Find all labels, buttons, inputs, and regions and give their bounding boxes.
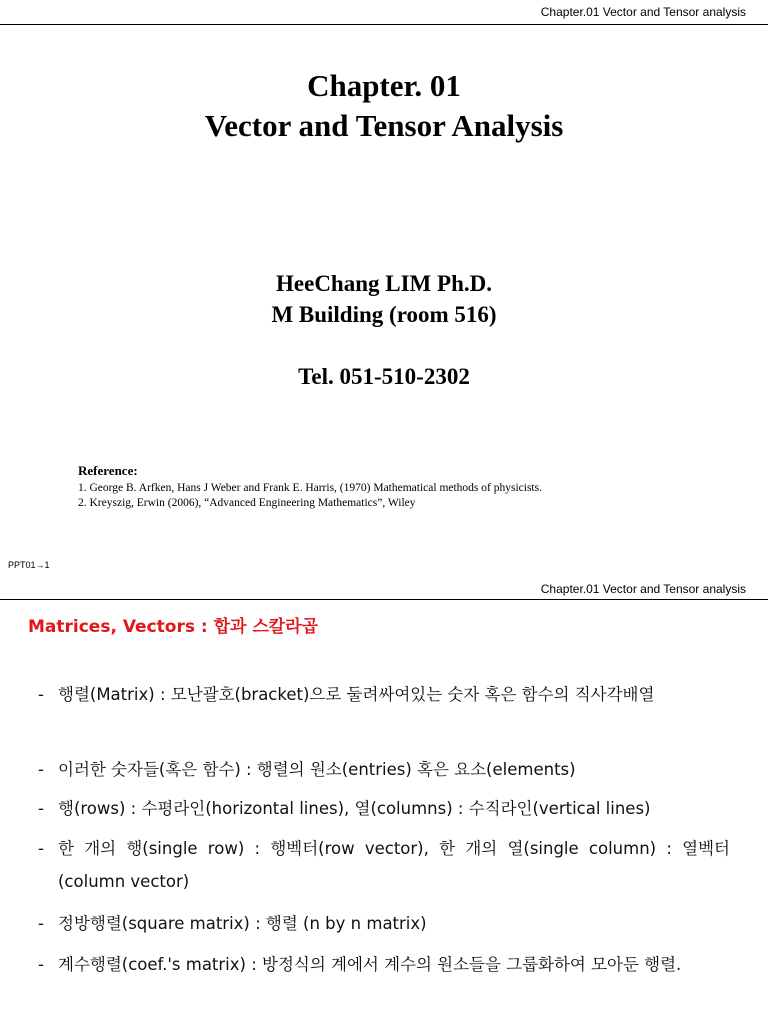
bullet-text: 계수행렬(coef.'s matrix) : 방정식의 계에서 계수의 원소들을 그룹화하여 모아둔 행렬.: [58, 955, 682, 974]
bullet-marker: -: [38, 685, 44, 704]
content-slide: [0, 578, 768, 1024]
bullet-item-rows-columns: [38, 792, 730, 825]
bullet-text: 이러한 숫자들(혹은 함수) : 행렬의 원소(entries) 혹은 요소(elements): [58, 760, 576, 779]
telephone: Tel. 051-510-2302: [298, 364, 470, 389]
chapter-subtitle: Vector and Tensor Analysis: [204, 108, 564, 143]
bullet-item-entries: [38, 753, 730, 786]
author-name: HeeChang LIM Ph.D.: [276, 271, 492, 296]
bullet-marker: -: [38, 914, 44, 933]
bullet-marker: -: [38, 760, 44, 779]
chapter-header: Chapter.01 Vector and Tensor analysis: [540, 582, 746, 596]
bullet-item-row-column-vector: [38, 832, 730, 898]
bullet-item-matrix: [38, 678, 730, 711]
bullet-text: 한 개의 행(single row) : 행벡터(row vector), 한 개의 열(single column) : 열벡터(column vector): [58, 839, 730, 891]
chapter-title: Chapter. 01: [307, 68, 461, 103]
bullet-text: 행렬(Matrix) : 모난괄호(bracket)으로 둘려싸여있는 숫자 혹은 함수의 직사각배열: [58, 685, 655, 704]
bullet-marker: -: [38, 799, 44, 818]
header-divider: [0, 599, 768, 600]
reference-item-2: 2. Kreyszig, Erwin (2006), “Advanced Engineering Mathematics”, Wiley: [78, 497, 416, 509]
office-location: M Building (room 516): [271, 302, 497, 327]
bullet-marker: -: [38, 955, 44, 974]
bullet-text: 행(rows) : 수평라인(horizontal lines), 열(columns) : 수직라인(vertical lines): [58, 799, 651, 818]
section-title: Matrices, Vectors : 합과 스칼라곱: [28, 617, 319, 637]
bullet-marker: -: [38, 839, 44, 858]
header-divider: [0, 24, 768, 25]
chapter-header: Chapter.01 Vector and Tensor analysis: [540, 5, 746, 19]
reference-item-1: 1. George B. Arfken, Hans J Weber and Frank E. Harris, (1970) Mathematical methods of physicists.: [78, 482, 542, 494]
page-label: PPT01→1: [8, 560, 50, 570]
bullet-item-coef-matrix: [38, 948, 730, 981]
reference-label: Reference:: [78, 463, 138, 478]
bullet-text: 정방행렬(square matrix) : 행렬 (n by n matrix): [58, 914, 427, 933]
bullet-item-square-matrix: [38, 907, 730, 940]
